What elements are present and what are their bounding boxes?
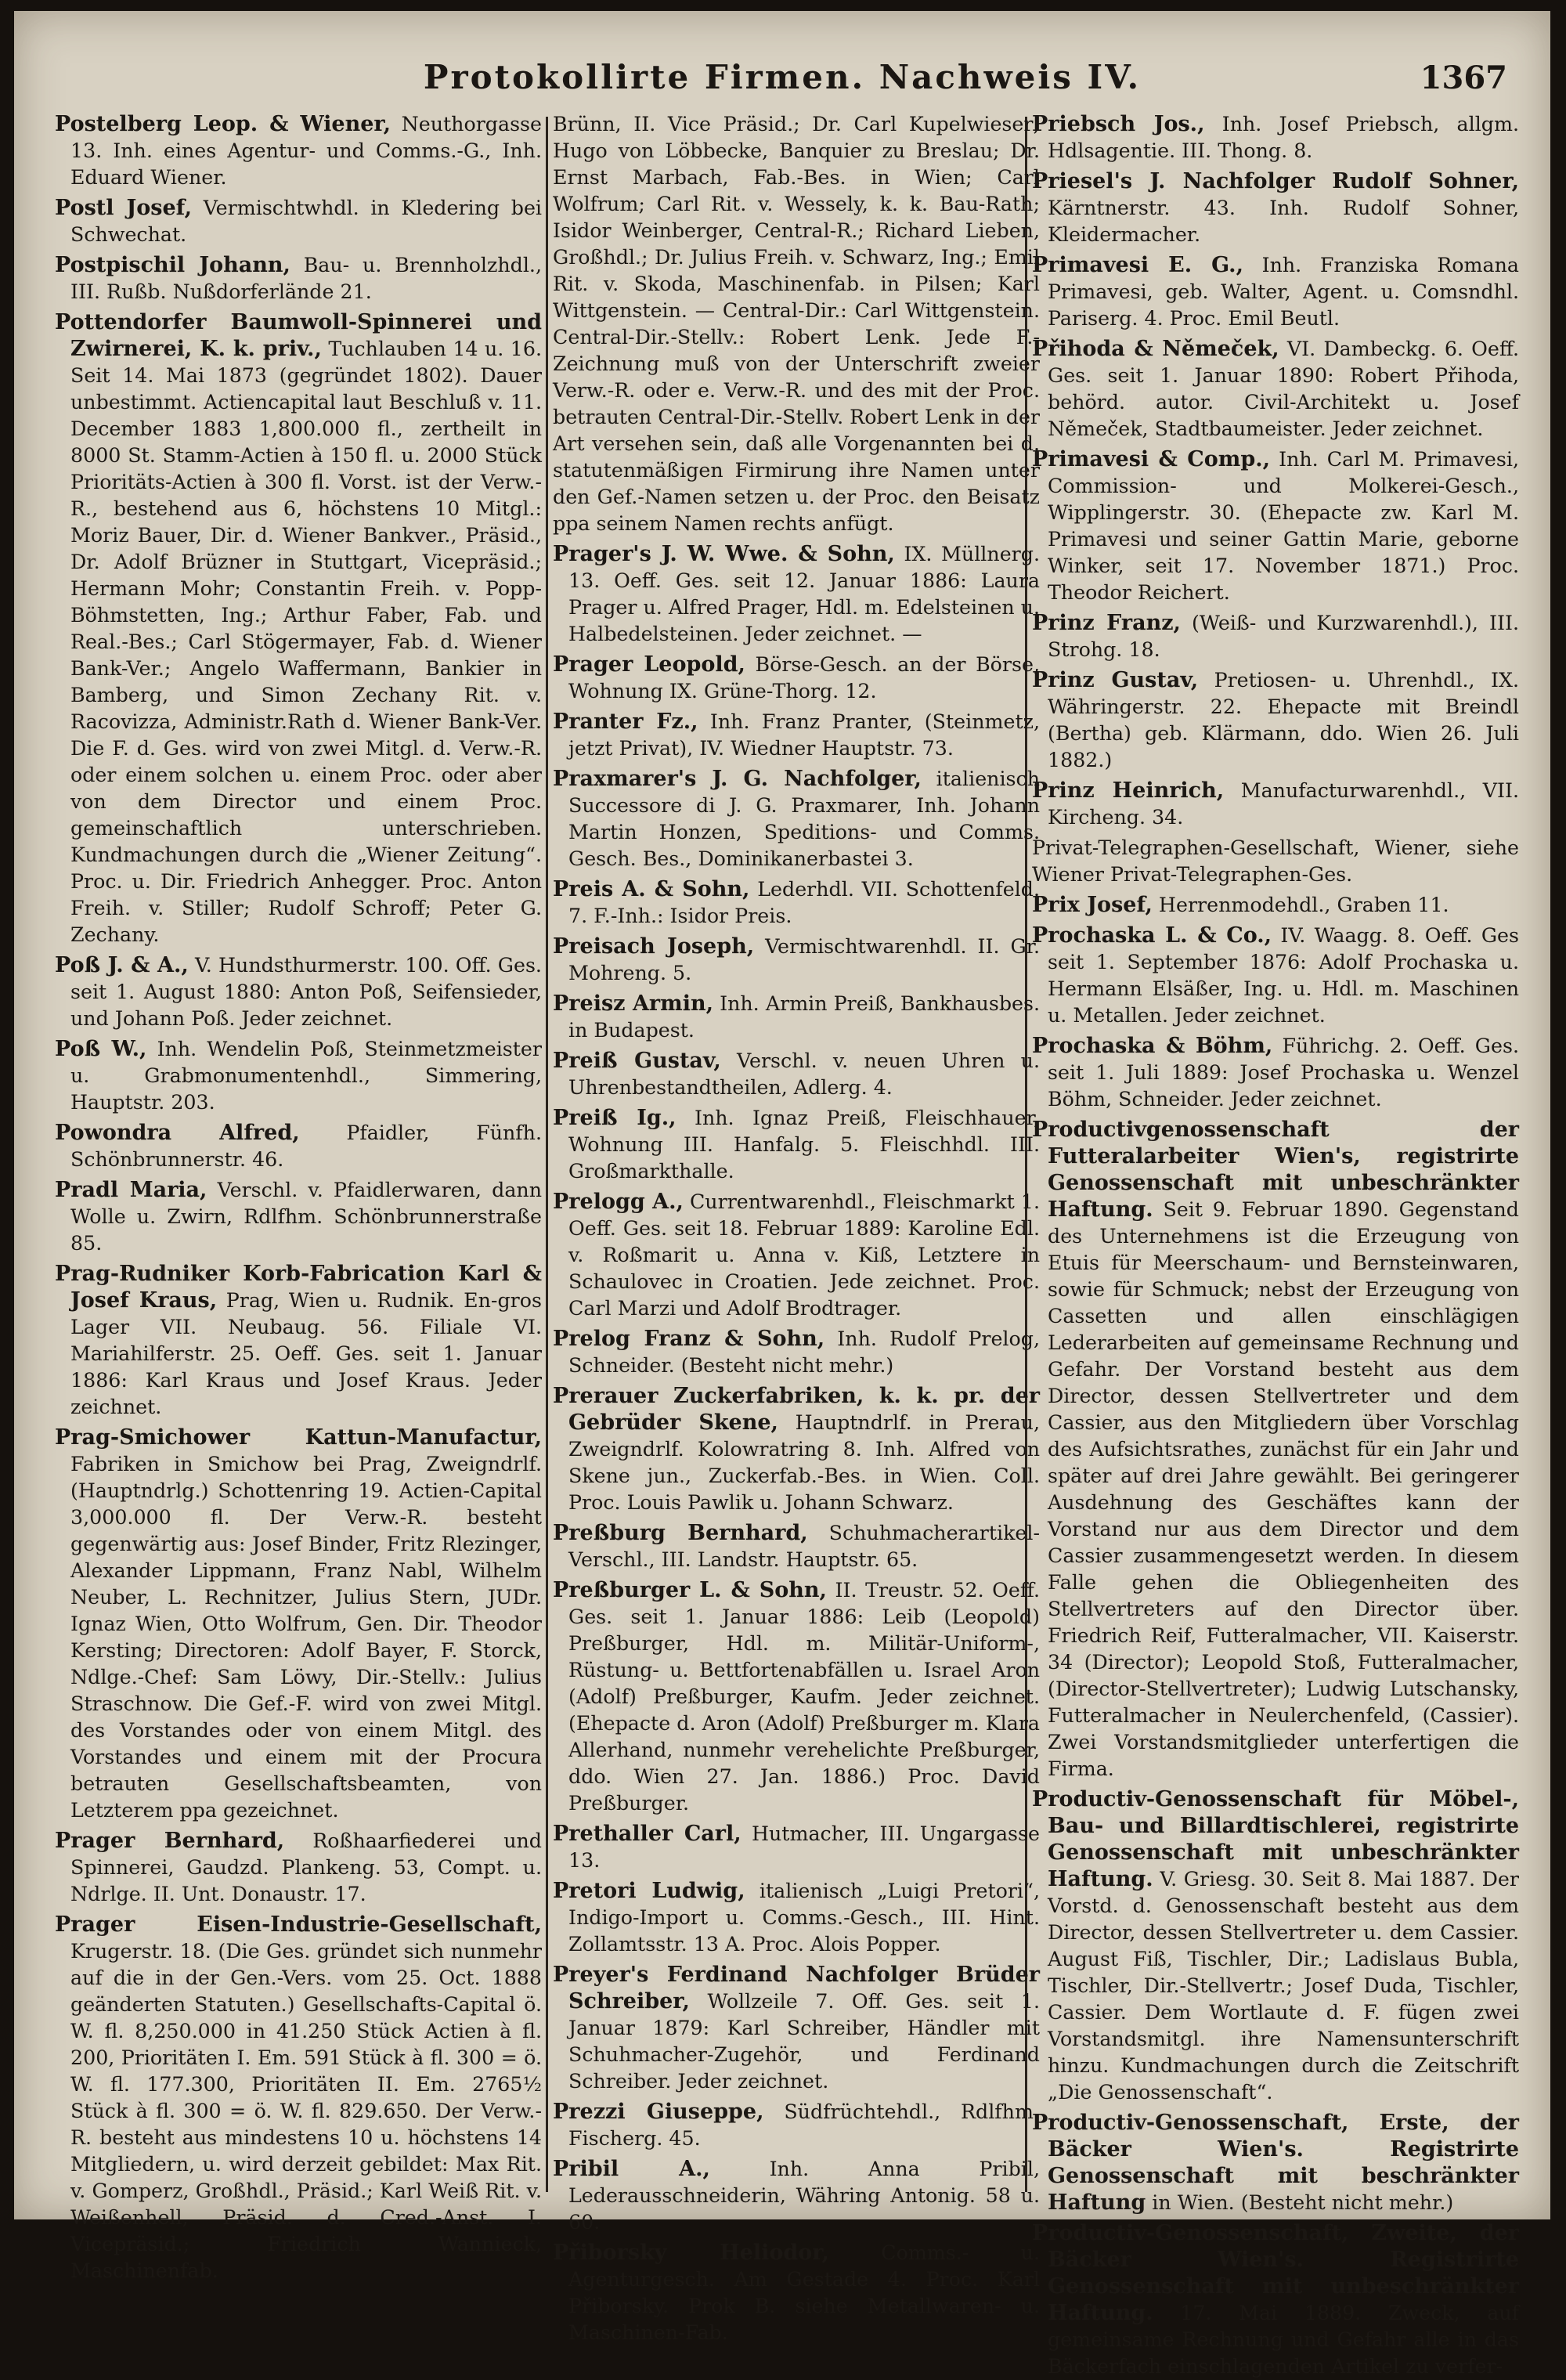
firm-name: Pranter Fz., — [553, 710, 698, 734]
firm-name: Productiv-Genossenschaft für Möbel-, Bau- und Billardtischlerei, registrirte Genossenschaft mit unbeschränkter Haftung. — [1032, 1787, 1519, 1891]
entry-text: Pfaidler, Fünfh. Schönbrunnerstr. 46. — [70, 1121, 542, 1171]
page-header — [14, 58, 1550, 113]
firm-name: Productiv-Genossenschaft, Zweite, der Bäcker Wien's. Registrirte Genossenschaft mit unbeschränkter Haftung. — [1032, 2221, 1519, 2325]
firm-name: Preßburg Bernhard, — [553, 1521, 808, 1545]
firm-name: Prelog Franz & Sohn, — [553, 1327, 825, 1351]
entry-text: Manufacturwarenhdl., VII. Kircheng. 34. — [1048, 779, 1519, 829]
entry-text: Inh. Carl M. Primavesi, Commission- und Molkerei-Gesch., Wipplingerstr. 30. (Ehepacte zw. Karl M. Primavesi und seiner Gattin Marie, geborne Winker, seit 17. November 1871.) Proc. Theodor Reichert. — [1048, 448, 1519, 604]
firm-name: Poß W., — [55, 1037, 147, 1061]
directory-entry — [1032, 111, 1519, 164]
entry-text: Südfrüchtehdl., Rdlfhm. Fischerg. 45. — [568, 2100, 1040, 2150]
directory-entry — [553, 1383, 1040, 1516]
entry-text: Inh. Josef Priebsch, allgm. Hdlsagentie. III. Thong. 8. — [1048, 113, 1520, 162]
entry-text: Tuchlauben 14 u. 16. Seit 14. Mai 1873 (gegründet 1802). Dauer unbestimmt. Actiencapital laut Beschluß v. 11. December 1883 1,800.000 fl., zertheilt in 8000 St. Stamm-Actien à 150 fl. u. 2000 Stück Prioritäts-Actien à 300 fl. Vorst. ist der Verw.-R., bestehend aus 6, höchstens 10 Mitgl.: Moriz Bauer, Dir. d. Wiener Bankver., Präsid., Dr. Adolf Brüzner in Stuttgart, Vicepräsid.; Hermann Mohr; Constantin Freih. v. Popp-Böhmstetten, Ing.; Arthur Faber, Fab. und Real.-Bes.; Carl Stögermayer, Fab. d. Wiener Bank-Ver.; Angelo Waffermann, Bankier in Bamberg, und Simon Zechany Rit. v. Racovizza, Administr.Rath d. Wiener Bank-Ver. Die F. d. Ges. wird von zwei Mitgl. d. Verw.-R. oder einem solchen u. einem Proc. oder aber von dem Director und einem Proc. gemeinschaftlich unterschrieben. Kundmachungen durch die „Wiener Zeitung“. Proc. u. Dir. Friedrich Anhegger. Proc. Anton Freih. v. Stiller; Rudolf Schroff; Peter G. Zechany. — [70, 338, 542, 946]
entry-text: II. Treustr. 52. Oeff. Ges. seit 1. Januar 1886: Leib (Leopold) Preßburger, Hdl. m. Militär-Uniform-, Rüstung- u. Bettfortenabfällen u. Israel Aron (Adolf) Preßburger, Kaufm. Jeder zeichnet. (Ehepacte d. Aron (Adolf) Preßburger m. Klara Allerhand, nunmehr verehelichte Preßburger, ddo. Wien 27. Jan. 1886.) Proc. David Preßburger. — [568, 1579, 1040, 1815]
directory-entry — [553, 709, 1040, 762]
column-right — [1032, 111, 1520, 2378]
firm-name: Preis A. & Sohn, — [553, 877, 750, 901]
firm-name: Preyer's Ferdinand Nachfolger Brüder Schreiber, — [553, 1963, 1040, 2013]
firm-name: Productiv-Genossenschaft, Erste, der Bäcker Wien's. Registrirte Genossenschaft mit beschränkter Haftung — [1032, 2111, 1519, 2215]
directory-entry — [55, 111, 542, 191]
entry-text: Inh. Franziska Romana Primavesi, geb. Walter, Agent. u. Comsndhl. Pariserg. 4. Proc. Emil Beutl. — [1048, 254, 1519, 330]
entry-text: Brünn, II. Vice Präsid.; Dr. Carl Kupelwieser; Hugo von Löbbecke, Banquier zu Breslau; Dr. Ernst Marbach, Fab.-Bes. in Wien; Carl Wolfrum; Carl Rit. v. Wessely, k. k. Bau-Rath; Isidor Weinberger, Central-R.; Richard Lieben, Großhdl.; Dr. Julius Freih. v. Schwarz, Ing.; Emil Rit. v. Skoda, Maschinenfab. in Pilsen; Karl Wittgenstein. — Central-Dir.: Carl Wittgenstein. Central-Dir.-Stellv.: Robert Lenk. Jede F.-Zeichnung muß von der Unterschrift zweier Verw.-R. oder e. Verw.-R. und des mit der Proc. betrauten Central-Dir.-Stellv. Robert Lenk in der Art versehen sein, daß alle Vorgenannten bei d. statutenmäßigen Firmirung ihre Namen unter den Gef.-Namen setzen u. der Proc. den Beisatz ppa seinem Namen rechts anfügt. — [553, 113, 1041, 535]
entry-text: Pretiosen- u. Uhrenhdl., IX. Währingerstr. 22. Ehepacte mit Breindl (Bertha) geb. Klärmann, ddo. Wien 26. Juli 1882.) — [1048, 669, 1519, 771]
directory-entry — [55, 1177, 542, 1257]
directory-entry — [55, 252, 542, 305]
directory-entry — [553, 1878, 1040, 1958]
directory-entry — [553, 876, 1040, 930]
firm-name: Praxmarer's J. G. Nachfolger, — [553, 767, 922, 791]
directory-entry — [1032, 835, 1519, 888]
entry-text: Roßhaarfiederei und Spinnerei, Gaudzd. Plankeng. 53, Compt. u. Ndrlge. II. Unt. Donaustr. 17. — [70, 1829, 542, 1905]
directory-entry — [55, 1036, 542, 1116]
entry-text: Krugerstr. 18. (Die Ges. gründet sich nunmehr auf die in der Gen.-Vers. vom 25. Oct. 1888 geänderten Statuten.) Gesellschafts-Capital ö. W. fl. 8,250.000 in 41.250 Stück Actien à fl. 200, Prioritäten I. Em. 591 Stück à fl. 300 = ö. W. fl. 177.300, Prioritäten II. Em. 2765½ Stück à fl. 300 = ö. W. fl. 829.650. Der Verw.-R. besteht aus mindestens 10 u. höchstens 14 Mitgliedern, u. wird derzeit gebildet: Max Rit. v. Gomperz, Großhdl., Präsid.; Karl Weiß Rit. v. Weißenhell, Präsid. d. Cred.-Anst. I. Vicepräsid.; Friedrich Wannieck, Maschinenfab. — [70, 1940, 542, 2282]
directory-entry — [553, 1520, 1040, 1573]
firm-name: Postpischil Johann, — [55, 253, 290, 277]
directory-entry — [553, 1962, 1040, 2095]
entry-text: Hutmacher, III. Ungargasse 13. — [568, 1822, 1040, 1872]
firm-name: Pradl Maria, — [55, 1178, 207, 1202]
firm-name: Prager Bernhard, — [55, 1829, 285, 1853]
directory-entry — [553, 652, 1040, 705]
directory-entry — [553, 1105, 1040, 1185]
directory-entry — [1032, 778, 1519, 831]
firm-name: Postelberg Leop. & Wiener, — [55, 112, 392, 136]
firm-name: Prinz Heinrich, — [1032, 778, 1225, 803]
firm-name: Prelogg A., — [553, 1190, 684, 1214]
entry-text: IV. Waagg. 8. Oeff. Ges seit 1. September 1876: Adolf Prochaska u. Hermann Elsäßer, Ing. u. Hdl. m. Maschinen u. Metallen. Jeder zeichnet. — [1048, 924, 1519, 1027]
entry-text: Inh. Anna Pribil, Lederausschneiderin, Währing Antonig. 58 u. 60. — [568, 2158, 1040, 2234]
directory-entry — [553, 2240, 1040, 2346]
entry-text: Seit 9. Februar 1890. Gegenstand des Unternehmens ist die Erzeugung von Etuis für Meerschaum- und Bernsteinwaren, sowie für Schmuck; nebst der Erzeugung von Cassetten und allen einschlägigen Lederarbeiten auf gemeinsame Rechnung und Gefahr. Der Vorstand besteht aus dem Director, dessen Stellvertreter und dem Cassier, aus den Mitgliedern über Vorschlag des Aufsichtsrathes, zunächst für ein Jahr und später auf drei Jahre gewählt. Bei geringerer Ausdehnung des Geschäftes kann der Vorstand nur aus dem Director und dem Cassier zusammengesetzt werden. In diesem Falle gehen die Obliegenheiten des Stellvertreters auf den Director über. Friedrich Reif, Futteralmacher, VII. Kaiserstr. 34 (Director); Leopold Stoß, Futteralmacher, (Director-Stellvertreter); Ludwig Lutschansky, Futteralmacher in Neulerchenfeld, (Cassier). Zwei Vorstandsmitglieder unterfertigen die Firma. — [1048, 1198, 1519, 1780]
entry-text: Privat-Telegraphen-Gesellschaft, Wiener, siehe Wiener Privat-Telegraphen-Ges. — [1032, 836, 1519, 886]
entry-text: Inh. Rudolf Prelog, Schneider. (Besteht nicht mehr.) — [568, 1327, 1040, 1377]
directory-entry — [55, 952, 542, 1032]
entry-text: V. Hundsthurmerstr. 100. Off. Ges. seit 1. August 1880: Anton Poß, Seifensieder, und Johann Poß. Jeder zeichnet. — [70, 954, 542, 1030]
directory-entry — [1032, 1117, 1519, 1782]
firm-name: Prinz Gustav, — [1032, 668, 1199, 692]
firm-name: Preisz Armin, — [553, 991, 713, 1016]
column-left — [55, 111, 543, 2282]
entry-text: Verschl. v. neuen Uhren u. Uhrenbestandtheilen, Adlerg. 4. — [568, 1049, 1040, 1099]
entry-text: Verschl. v. Pfaidlerwaren, dann Wolle u. Zwirn, Rdlfhm. Schönbrunnerstraße 85. — [70, 1179, 543, 1255]
entry-text: Prag, Wien u. Rudnik. En-gros Lager VII. Neubaug. 56. Filiale VI. Mariahilferstr. 25. Oeff. Ges. seit 1. Januar 1886: Karl Kraus und Josef Kraus. Jeder zeichnet. — [70, 1289, 542, 1418]
entry-text: Führichg. 2. Oeff. Ges. seit 1. Juli 1889: Josef Prochaska u. Wenzel Böhm, Schneider. Jeder zeichnet. — [1048, 1035, 1520, 1111]
firm-name: Přiborsky Heliodor, — [553, 2241, 829, 2265]
firm-name: Preßburger L. & Sohn, — [553, 1578, 827, 1602]
directory-entry — [553, 991, 1040, 1044]
firm-name: Prezzi Giuseppe, — [553, 2100, 764, 2124]
directory-page — [14, 11, 1550, 2378]
directory-entry — [55, 1120, 542, 1173]
directory-entry — [553, 766, 1040, 872]
firm-name: Prochaska & Böhm, — [1032, 1034, 1273, 1058]
entry-text: Herrenmodehdl., Graben 11. — [1158, 894, 1449, 916]
firm-name: Pretori Ludwig, — [553, 1879, 745, 1903]
entry-text: italienisch „Luigi Pretori“, Indigo-Import u. Comms.-Gesch., III. Hint. Zollamtsstr. 13 A. Proc. Alois Popper. — [568, 1880, 1040, 1956]
directory-entry — [553, 1326, 1040, 1379]
entry-text: Hauptndrlf. in Prerau, Zweigndrlf. Kolowratring 8. Inh. Alfred von Skene jun., Zuckerfab.-Bes. in Wien. Coll. Proc. Louis Pawlik u. Johann Schwarz. — [568, 1411, 1040, 1514]
entry-text: in Wien. (Besteht nicht mehr.) — [1152, 2191, 1454, 2214]
firm-name: Preiß Ig., — [553, 1106, 677, 1130]
entry-text: Börse-Gesch. an der Börse, Wohnung IX. Grüne-Thorg. 12. — [568, 653, 1040, 702]
firm-name: Prethaller Carl, — [553, 1822, 742, 1846]
entry-text: Inh. Armin Preiß, Bankhausbes. in Budapest. — [568, 992, 1041, 1042]
entry-text: V. Griesg. 30. Seit 8. Mai 1887. Der Vorstd. d. Genossenschaft besteht aus dem Director, dessen Stellvertreter u. dem Cassier. August Fiß, Tischler, Dir.; Ladislaus Bubla, Tischler, Dir.-Stellvertr.; Josef Duda, Tischler, Cassier. Dem Wortlaute d. F. fügen zwei Vorstandsmitgl. ihre Namensunterschrift hinzu. Kundmachungen durch die Zeitschrift „Die Genossenschaft“. — [1048, 1868, 1519, 2104]
firm-name: Preiß Gustav, — [553, 1049, 721, 1073]
directory-entry — [1032, 1033, 1519, 1113]
firm-name: Prag-Rudniker Korb-Fabrication Karl & Josef Kraus, — [55, 1262, 542, 1313]
entry-text: Schuhmacherartikel-Verschl., III. Landstr. Hauptstr. 65. — [568, 1522, 1041, 1571]
directory-entry — [1032, 446, 1519, 606]
entry-text: IX. Müllnerg. 13. Oeff. Ges. seit 12. Januar 1886: Laura Prager u. Alfred Prager, Hdl. m. Edelsteinen u. Halbedelsteinen. Jeder zeichnet. — — [568, 543, 1040, 645]
directory-entry — [1032, 336, 1519, 442]
entry-text: Inh. Franz Pranter, (Steinmetz, jetzt Privat), IV. Wiedner Hauptstr. 73. — [568, 710, 1041, 760]
entry-text: Comms.- u. Agenturgesch. Am Gestade 4. Proc. Karl Přiborsky. Prok B. siehe Metallwaren- u. Maschinen-Fab. — [568, 2241, 1041, 2344]
entry-text: Lederhdl. VII. Schottenfeld. 7. F.-Inh.: Isidor Preis. — [568, 878, 1040, 927]
firm-name: Poß J. & A., — [55, 953, 189, 977]
directory-entry — [1032, 2220, 1519, 2380]
directory-entry — [1032, 667, 1519, 774]
directory-entry — [55, 309, 542, 948]
page-number: 1367 — [1420, 60, 1507, 96]
firm-name: Primavesi & Comp., — [1032, 447, 1271, 471]
entry-text: (Weiß- und Kurzwarenhdl.), III. Strohg. 18. — [1048, 612, 1519, 661]
column-middle — [553, 111, 1041, 2344]
directory-entry — [1032, 892, 1519, 919]
entry-text: Vermischtwarenhdl. II. Gr. Mohreng. 5. — [568, 935, 1041, 984]
directory-entry — [55, 1912, 542, 2284]
firm-name: Primavesi E. G., — [1032, 253, 1243, 277]
firm-name: Pottendorfer Baumwoll-Spinnerei und Zwirnerei, K. k. priv., — [55, 310, 542, 361]
entry-text: VI. Dambeckg. 6. Oeff. Ges. seit 1. Januar 1890: Robert Přihoda, behörd. autor. Civil-Architekt u. Josef Němeček, Stadtbaumeister. Jeder zeichnet. — [1048, 338, 1519, 440]
entry-text: Kärntnerstr. 43. Inh. Rudolf Sohner, Kleidermacher. — [1048, 197, 1519, 246]
directory-entry — [1032, 2110, 1519, 2216]
entry-text: Wollzeile 7. Off. Ges. seit 1. Januar 1879: Karl Schreiber, Händler mit Schuhmacher-Zugehör, und Ferdinand Schreiber. Jeder zeichnet. — [568, 1990, 1040, 2093]
directory-entry — [1032, 1786, 1519, 2106]
directory-entry — [553, 2099, 1040, 2152]
directory-entry — [55, 1425, 542, 1824]
directory-entry — [553, 1821, 1040, 1874]
firm-name: Prinz Franz, — [1032, 611, 1181, 635]
directory-entry — [1032, 610, 1519, 663]
firm-name: Priesel's J. Nachfolger Rudolf Sohner, — [1032, 169, 1519, 193]
directory-entry — [553, 541, 1040, 648]
entry-text: Inh. Wendelin Poß, Steinmetzmeister u. Grabmonumentenhdl., Simmering, Hauptstr. 203. — [70, 1038, 542, 1114]
directory-entry — [1032, 252, 1519, 332]
entry-text: italienisch Successore di J. G. Praxmarer, Inh. Johann Martin Honzen, Speditions- und Comms. Gesch. Bes., Dominikanerbastei 3. — [568, 767, 1040, 870]
firm-name: Priebsch Jos., — [1032, 112, 1205, 136]
firm-name: Postl Josef, — [55, 196, 193, 220]
directory-entry — [553, 1577, 1040, 1817]
firm-name: Prager Eisen-Industrie-Gesellschaft, — [55, 1912, 542, 1937]
directory-entry — [55, 195, 542, 248]
column-divider-1 — [546, 117, 548, 2192]
entry-text: Neuthorgasse 13. Inh. eines Agentur- und Comms.-G., Inh. Eduard Wiener. — [70, 113, 542, 189]
firm-name: Prochaska L. & Co., — [1032, 923, 1272, 948]
entry-text: Bau- u. Brennholzhdl., III. Rußb. Nußdorferlände 21. — [70, 254, 542, 303]
directory-entry — [553, 111, 1040, 537]
firm-name: Prager Leopold, — [553, 652, 745, 677]
firm-name: Preisach Joseph, — [553, 934, 755, 959]
directory-entry — [55, 1261, 542, 1421]
firm-name: Přihoda & Němeček, — [1032, 337, 1279, 361]
page-title: Protokollirte Firmen. Nachweis IV. — [423, 58, 1142, 96]
directory-entry — [1032, 168, 1519, 248]
firm-name: Prerauer Zuckerfabriken, k. k. pr. der Gebrüder Skene, — [553, 1384, 1040, 1435]
directory-entry — [553, 1048, 1040, 1101]
firm-name: Pribil A., — [553, 2157, 710, 2181]
directory-entry — [1032, 923, 1519, 1029]
directory-entry — [553, 2156, 1040, 2236]
firm-name: Productivgenossenschaft der Futteralarbeiter Wien's, registrirte Genossenschaft mit unbeschränkter Haftung. — [1032, 1118, 1519, 1222]
directory-entry — [553, 934, 1040, 987]
entry-text: 17. Mai 1889. Zweck, auf gemeinsame Rechnung und Gefahr alle in das Bäckerfach einschlagenden Artikel zu verfer- — [1048, 2302, 1519, 2378]
firm-name: Prager's J. W. Wwe. & Sohn, — [553, 542, 895, 566]
entry-text: Fabriken in Smichow bei Prag, Zweigndrlf. (Hauptndrlg.) Schottenring 19. Actien-Capital 3,000.000 fl. Der Verw.-R. besteht gegenwärtig aus: Josef Binder, Fritz Rlezinger, Alexander Lippmann, Franz Nabl, Wilhelm Neuber, L. Rechnitzer, Julius Stern, JUDr. Ignaz Wien, Otto Wolfrum, Gen. Dir. Theodor Kersting; Directoren: Adolf Bayer, F. Storck, Ndlge.-Chef: Sam Löwy, Dir.-Stellv.: Julius Straschnow. Die Gef.-F. wird von zwei Mitgl. des Vorstandes oder von einem Mitgl. des Vorstandes und einem mit der Procura betrauten Gesellschaftsbeamten, von Letzterem ppa gezeichnet. — [70, 1453, 542, 1822]
firm-name: Prag-Smichower Kattun-Manufactur, — [55, 1425, 542, 1450]
directory-entry — [55, 1828, 542, 1908]
entry-text: Vermischtwhdl. in Kledering bei Schwechat. — [70, 197, 543, 246]
firm-name: Powondra Alfred, — [55, 1121, 300, 1145]
firm-name: Prix Josef, — [1032, 893, 1153, 917]
entry-text: Inh. Ignaz Preiß, Fleischhauer, Wohnung III. Hanfalg. 5. Fleischhdl. III. Großmarkthalle. — [568, 1107, 1040, 1183]
directory-entry — [553, 1189, 1040, 1322]
entry-text: Currentwarenhdl., Fleischmarkt 1. Oeff. Ges. seit 18. Februar 1889: Karoline Edl. v. Roßmarit u. Anna v. Kiß, Letztere in Schaulovec in Croatien. Jede zeichnet. Proc. Carl Marzi und Adolf Brodtrager. — [568, 1190, 1040, 1320]
